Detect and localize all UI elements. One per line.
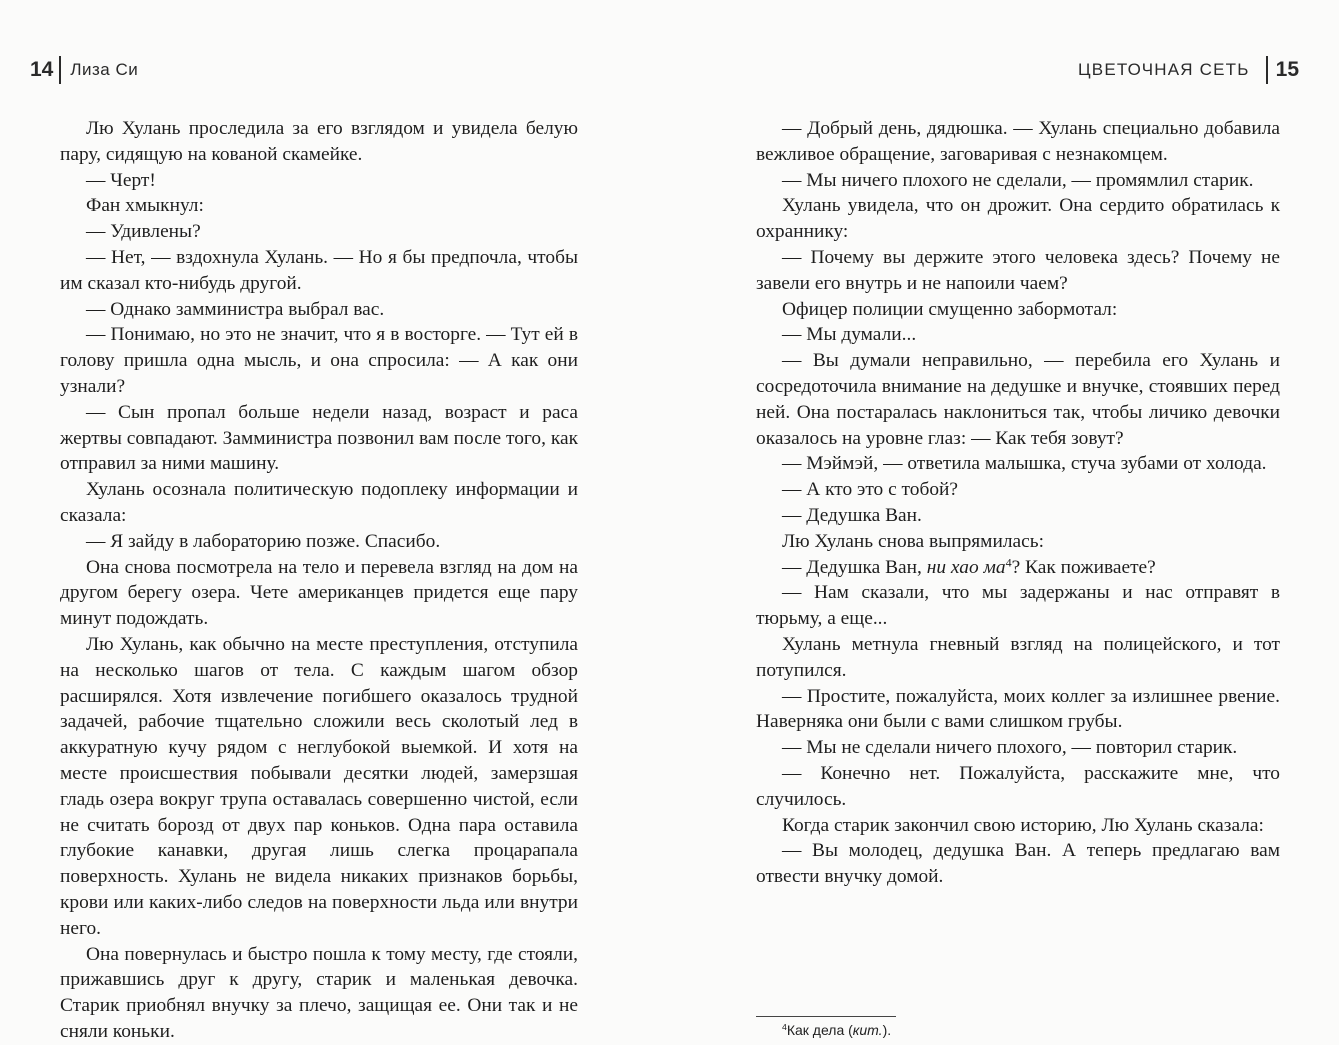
right-book-title: ЦВЕТОЧНАЯ СЕТЬ xyxy=(1078,60,1250,79)
right-header-rule xyxy=(1266,56,1268,84)
paragraph: Лю Хулань снова выпрямилась: xyxy=(782,530,1044,552)
paragraph: — Вы молодец, дедушка Ван. А теперь предлагаю вам отвести внучку домой. xyxy=(756,840,1280,888)
footnote-reference: 4 xyxy=(1005,554,1012,569)
chinese-phrase: ни хао ма xyxy=(926,556,1006,578)
left-page-number: 14 xyxy=(30,58,54,81)
left-header-rule xyxy=(59,56,61,84)
paragraph-with-footnote xyxy=(756,555,1280,581)
footnote xyxy=(782,1022,891,1038)
paragraph: Она повернулась и быстро пошла к тому месту, где стояли, прижавшись друг к другу, старик и маленькая девочка. Старик приобнял внучку за плечо, защищая ее. Они так и не сняли коньки. xyxy=(60,943,578,1042)
paragraph: — Мы думали... xyxy=(782,324,917,346)
footnote-text: Как дела ( xyxy=(786,1022,853,1038)
paragraph: — Дедушка Ван. xyxy=(782,504,922,526)
paragraph: Офицер полиции смущенно забормотал: xyxy=(782,298,1118,320)
dialogue-tail: ? Как поживаете? xyxy=(1011,556,1156,578)
paragraph: — Нам сказали, что мы задержаны и нас отправят в тюрьму, а еще... xyxy=(756,582,1280,630)
paragraph: — Конечно нет. Пожалуйста, расскажите мне, что случилось. xyxy=(756,762,1280,810)
paragraph: — Понимаю, но это не значит, что я в восторге. — Тут ей в голову пришла одна мысль, и она спросила: — А как они узнали? xyxy=(60,324,578,397)
paragraph: — Простите, пожалуйста, моих коллег за излишнее рвение. Наверняка они были с вами слишком грубы. xyxy=(756,685,1280,733)
dialogue-lead: — Дедушка Ван, xyxy=(782,556,927,578)
paragraph: — Почему вы держите этого человека здесь? Почему не завели его внутрь и не напоили чаем? xyxy=(756,246,1280,294)
paragraph: — Мы не сделали ничего плохого, — повторил старик. xyxy=(782,737,1238,759)
paragraph: Она снова посмотрела на тело и перевела взгляд на дом на другом берегу озера. Чете американцев придется еще пару минут подождать. xyxy=(60,556,578,630)
paragraph: Лю Хулань проследила за его взглядом и увидела белую пару, сидящую на кованой скамейке. xyxy=(60,118,578,165)
paragraph: — Вы думали неправильно, — перебила его Хулань и сосредоточила внимание на дедушке и внучке, стоявших перед ней. Она постаралась наклониться так, чтобы личико девочки оказалось на уровне глаз: — Как тебя зовут? xyxy=(756,350,1280,449)
paragraph: — Однако замминистра выбрал вас. xyxy=(86,298,385,320)
right-running-head xyxy=(1078,55,1299,85)
footnote-tail: ). xyxy=(882,1022,892,1038)
paragraph: — Мы ничего плохого не сделали, — промямлил старик. xyxy=(782,169,1254,191)
paragraph: — Удивлены? xyxy=(86,221,201,243)
paragraph: — Добрый день, дядюшка. — Хулань специально добавила вежливое обращение, заговаривая с незнакомцем. xyxy=(756,118,1280,165)
left-body-text xyxy=(60,116,578,1045)
paragraph: — Сын пропал больше недели назад, возраст и раса жертвы совпадают. Замминистра позвонил вам после того, как отправил за ними машину. xyxy=(60,401,578,475)
paragraph: Когда старик закончил свою историю, Лю Хулань сказала: xyxy=(782,814,1264,836)
paragraph: Хулань метнула гневный взгляд на полицейского, и тот потупился. xyxy=(756,633,1280,681)
paragraph: — А кто это с тобой? xyxy=(782,479,959,501)
left-author-name: Лиза Си xyxy=(70,60,139,79)
right-page xyxy=(669,0,1339,1045)
footnote-italic: кит. xyxy=(852,1022,883,1038)
left-running-head xyxy=(30,55,138,85)
paragraph: Фан хмыкнул: xyxy=(86,195,204,217)
paragraph: — Нет, — вздохнула Хулань. — Но я бы предпочла, чтобы им сказал кто-нибудь другой. xyxy=(60,246,578,294)
footnote-rule xyxy=(756,1016,896,1017)
paragraph: Лю Хулань, как обычно на месте преступления, отступила на несколько шагов от тела. С каждым шагом обзор расширялся. Хотя извлечение погибшего оказалось трудной задачей, рабочие тщательно сложили весь сколотый лед в аккуратную кучу рядом с неглубокой выемкой. И хотя на месте происшествия побывали десятки людей, замерзшая гладь озера вокруг трупа оставалась совершенно чистой, если не считать борозд от двух пар коньков. Одна пара оставила глубокие канавки, другая лишь слегка процарапала поверхность. Хулань не видела никаких признаков борьбы, крови или каких-либо следов на поверхности льда или внутри него. xyxy=(60,633,578,939)
left-page xyxy=(0,0,669,1045)
paragraph: Хулань осознала политическую подоплеку информации и сказала: xyxy=(60,479,578,526)
paragraph: — Мэймэй, — ответила малышка, стуча зубами от холода. xyxy=(782,453,1267,475)
paragraph: — Черт! xyxy=(86,169,156,191)
right-body-text xyxy=(756,116,1280,890)
right-page-number: 15 xyxy=(1275,58,1299,81)
paragraph: Хулань увидела, что он дрожит. Она сердито обратилась к охраннику: xyxy=(756,195,1280,243)
footnote-mark: 4 xyxy=(782,1022,787,1033)
paragraph: — Я зайду в лабораторию позже. Спасибо. xyxy=(86,530,441,552)
